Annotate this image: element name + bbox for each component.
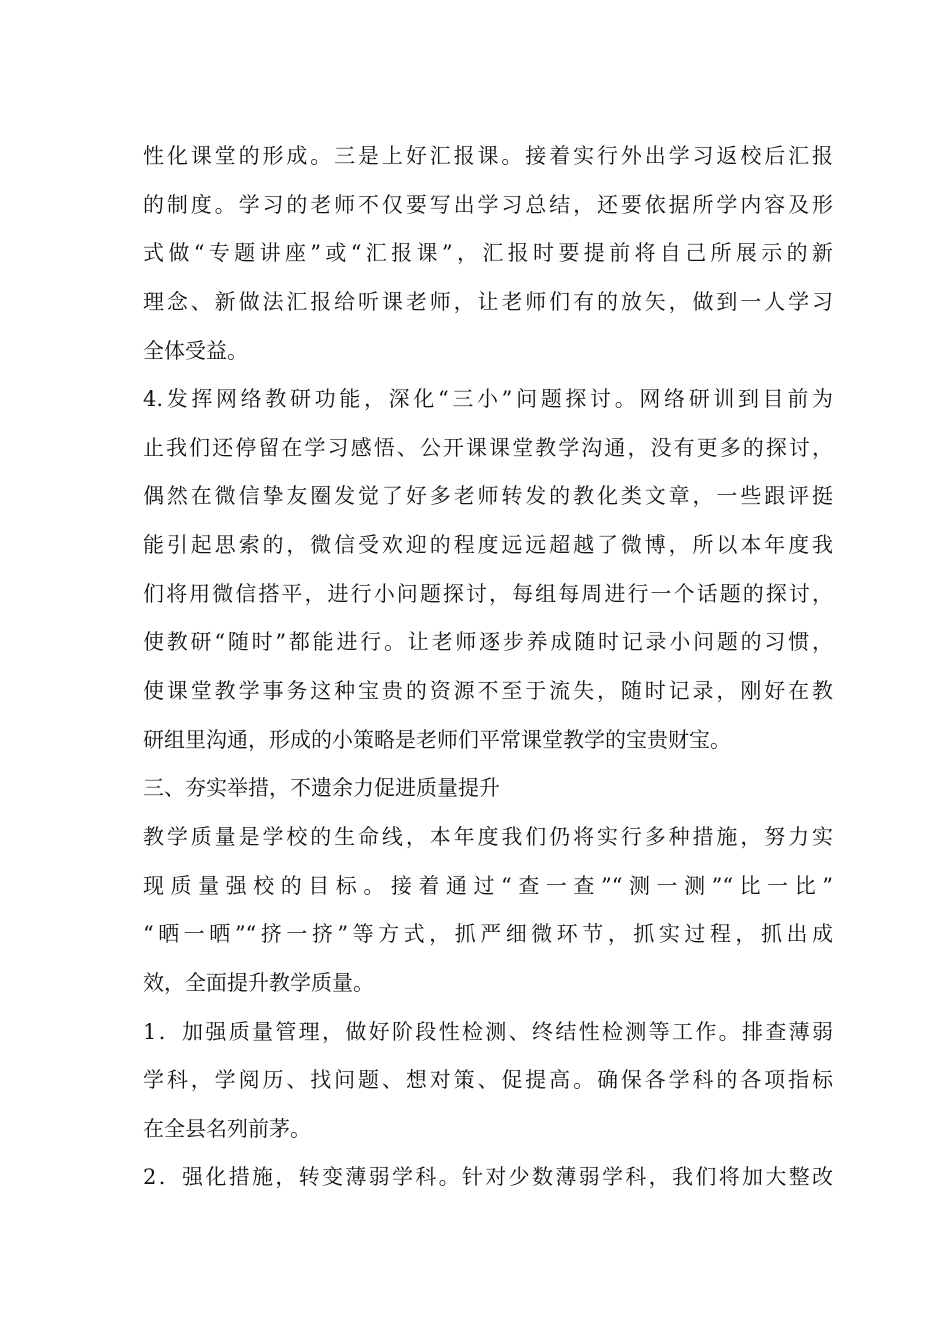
text-line: 教学质量是学校的生命线，本年度我们仍将实行多种措施，努力实	[143, 824, 833, 849]
text-line: 三、夯实举措，不遗余力促进质量提升	[143, 776, 500, 801]
text-line: 1．加强质量管理，做好阶段性检测、终结性检测等工作。排查薄弱	[143, 1019, 833, 1044]
text-line: 止我们还停留在学习感悟、公开课课堂教学沟通，没有更多的探讨，	[143, 435, 833, 460]
text-line: 现质量强校的目标。接着通过“查一查”“测一测”“比一比”	[143, 873, 833, 898]
text-line: 的制度。学习的老师不仅要写出学习总结，还要依据所学内容及形	[143, 192, 833, 217]
text-line: 研组里沟通，形成的小策略是老师们平常课堂教学的宝贵财宝。	[143, 727, 731, 752]
text-line: 使教研“随时”都能进行。让老师逐步养成随时记录小问题的习惯，	[143, 630, 833, 655]
text-line: 们将用微信搭平，进行小问题探讨，每组每周进行一个话题的探讨，	[143, 581, 833, 606]
text-line: 学科，学阅历、找问题、想对策、促提高。确保各学科的各项指标	[143, 1068, 833, 1093]
text-line: 在全县名列前茅。	[143, 1116, 311, 1141]
text-line: 理念、新做法汇报给听课老师，让老师们有的放矢，做到一人学习	[143, 289, 833, 314]
text-line: 全体受益。	[143, 338, 248, 363]
text-line: 性化课堂的形成。三是上好汇报课。接着实行外出学习返校后汇报	[143, 144, 833, 168]
text-line: 式做“专题讲座”或“汇报课”，汇报时要提前将自己所展示的新	[143, 241, 833, 266]
text-line: 偶然在微信挚友圈发觉了好多老师转发的教化类文章，一些跟评挺	[143, 484, 833, 509]
text-line: “晒一晒”“挤一挤”等方式，抓严细微环节，抓实过程，抓出成	[143, 922, 833, 947]
text-line: 2．强化措施，转变薄弱学科。针对少数薄弱学科，我们将加大整改	[143, 1165, 833, 1190]
text-line: 使课堂教学事务这种宝贵的资源不至于流失，随时记录，刚好在教	[143, 679, 833, 704]
document-body	[143, 132, 833, 1202]
text-line: 4.发挥网络教研功能，深化“三小”问题探讨。网络研训到目前为	[143, 387, 833, 412]
text-line: 效，全面提升教学质量。	[143, 970, 374, 995]
text-line: 能引起思索的，微信受欢迎的程度远远超越了微博，所以本年度我	[143, 533, 833, 558]
